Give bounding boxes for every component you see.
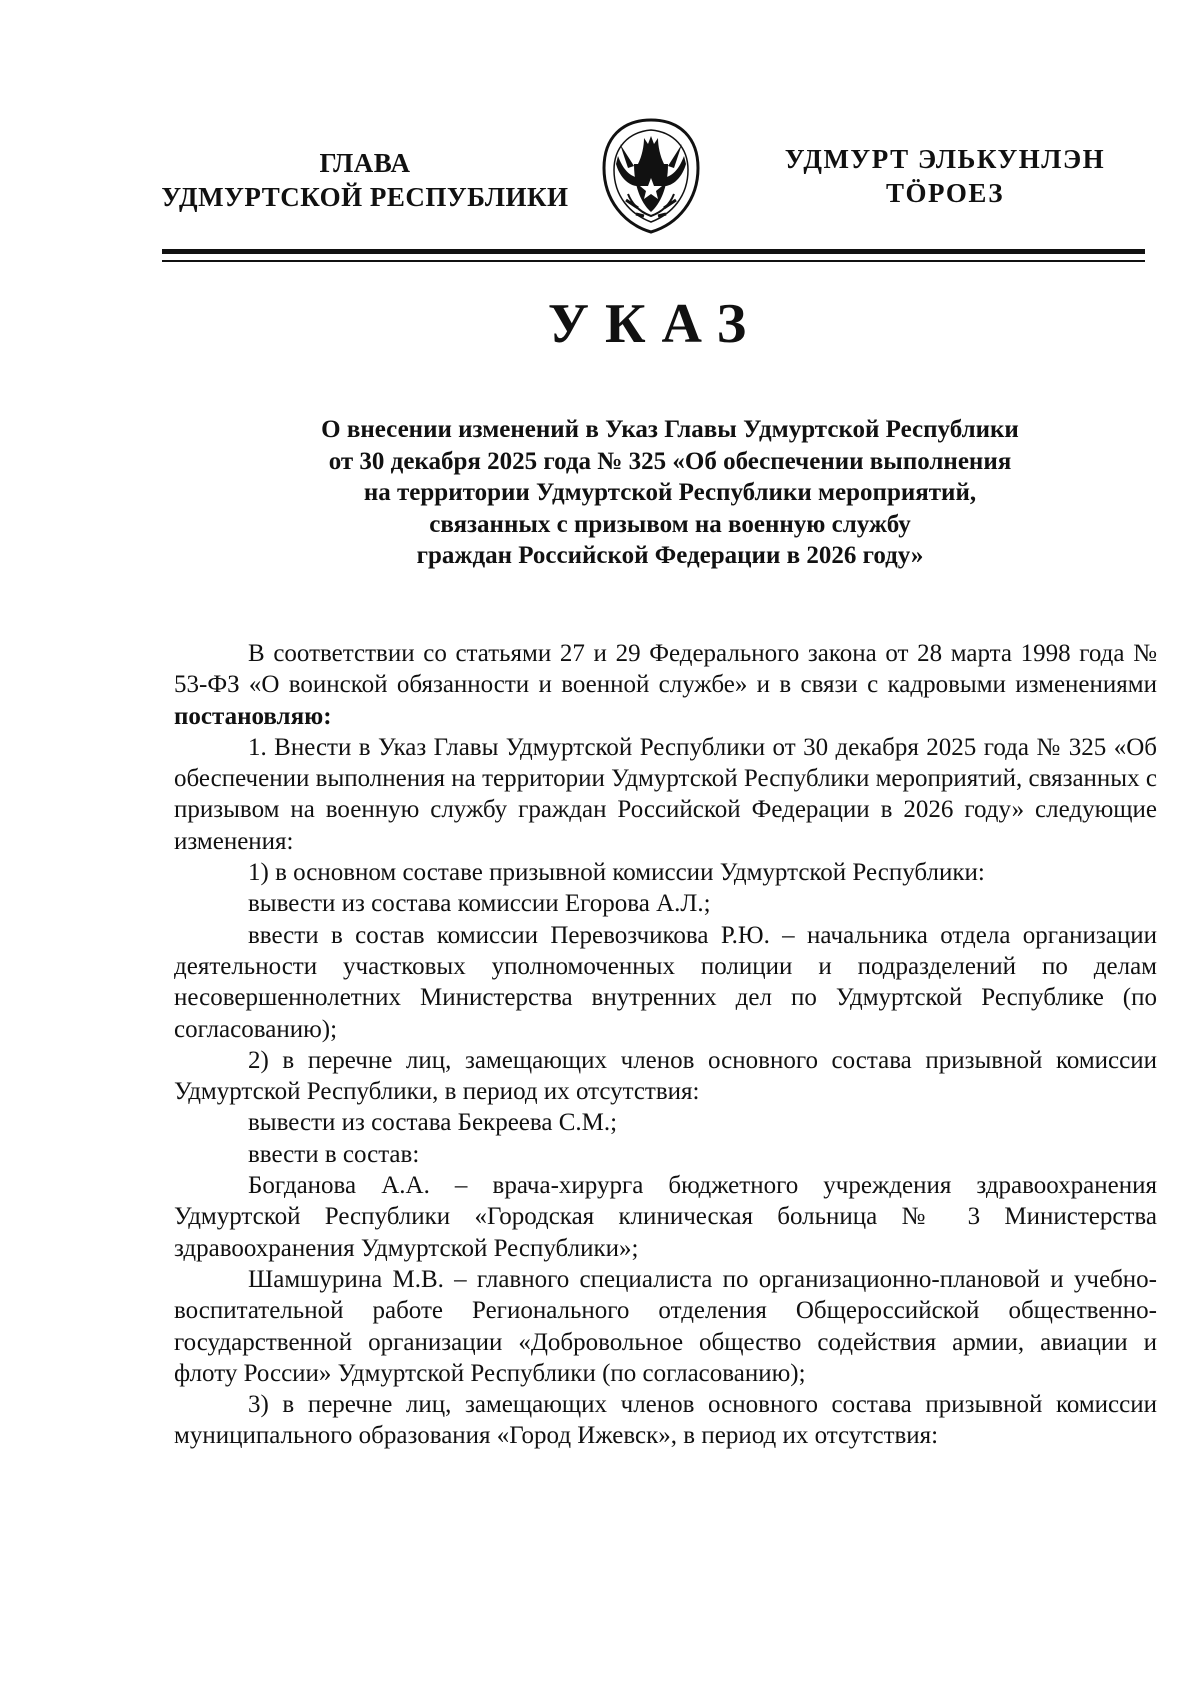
document-body	[174, 638, 1157, 1452]
header-left-line1: ГЛАВА	[319, 148, 411, 178]
preamble-decree-word: постановляю:	[174, 702, 332, 730]
header-divider-thick	[162, 249, 1145, 254]
header-right	[760, 142, 1130, 210]
body-paragraph: 2) в перечне лиц, замещающих членов основного состава призывной комиссии Удмуртской Республики, в период их отсутствия:	[174, 1046, 1157, 1106]
subject-line: от 30 декабря 2025 года № 325 «Об обеспечении выполнения	[328, 447, 1012, 475]
header-left	[150, 146, 580, 214]
body-paragraph: 3) в перечне лиц, замещающих членов основного состава призывной комиссии муниципального образования «Город Ижевск», в период их отсутствия:	[174, 1391, 1157, 1450]
preamble-paragraph	[174, 638, 1157, 732]
header-right-line1: УДМУРТ ЭЛЬКУНЛЭН	[784, 144, 1106, 174]
header-left-line2: УДМУРТСКОЙ РЕСПУБЛИКИ	[161, 182, 569, 212]
subject-line: граждан Российской Федерации в 2026 году»	[416, 542, 924, 569]
body-paragraph: вывести из состава Бекреева С.М.;	[248, 1109, 618, 1137]
header-divider-thin	[162, 260, 1145, 262]
subject-line: связанных с призывом на военную службу	[429, 510, 911, 538]
header-right-line2: ТӦРОЕЗ	[886, 178, 1004, 208]
body-paragraph: Шамшурина М.В. – главного специалиста по организационно-плановой и учебно-воспитательной работе Регионального отделения Общероссийской общественно-государственной организации «Добровольное общество содействия армии, авиации и флоту России» Удмуртской Республики (по согласованию);	[174, 1265, 1157, 1387]
document-subject	[200, 414, 1140, 572]
body-paragraph: ввести в состав:	[248, 1140, 420, 1168]
body-paragraph: 1. Внести в Указ Главы Удмуртской Республики от 30 декабря 2025 года № 325 «Об обеспечении выполнения на территории Удмуртской Республики мероприятий, связанных с призывом на военную службу граждан Российской Федерации в 2026 году» следующие изменения:	[174, 733, 1157, 855]
subject-line: О внесении изменений в Указ Главы Удмуртской Республики	[321, 416, 1019, 443]
body-paragraph: Богданова А.А. – врача-хирурга бюджетного учреждения здравоохранения Удмуртской Республики «Городская клиническая больница № 3 Министерства здравоохранения Удмуртской Республики»;	[174, 1172, 1157, 1262]
body-paragraph: ввести в состав комиссии Перевозчикова Р.Ю. – начальника отдела организации деятельности участковых уполномоченных полиции и подразделений по делам несовершеннолетних Министерства внутренних дел по Удмуртской Республике (по согласованию);	[174, 921, 1157, 1043]
body-paragraph: вывести из состава комиссии Егорова А.Л.;	[248, 890, 711, 918]
udmurt-coat-of-arms-icon	[598, 116, 704, 236]
document-title: УКАЗ	[547, 293, 763, 355]
subject-line: на территории Удмуртской Республики мероприятий,	[363, 479, 977, 506]
body-paragraph: 1) в основном составе призывной комиссии Удмуртской Республики:	[248, 859, 985, 887]
preamble-text: В соответствии со статьями 27 и 29 Федерального закона от 28 марта 1998 года № 53-ФЗ «О воинской обязанности и военной службе» и в связи с кадровыми изменениями	[174, 640, 1157, 699]
